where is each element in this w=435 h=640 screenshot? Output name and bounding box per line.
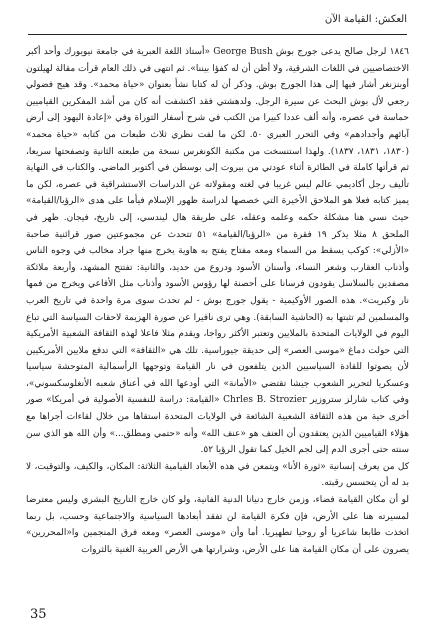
- running-title: العكش: القيامة الآن: [324, 14, 407, 25]
- paragraph: ١٨٤٦ لرجل صالح يدعى جورج بوش George Bush «أستاذ اللغة العبرية في جامعة نيويورك وأحد أكبر الاختصاصيين في اللغات الشرقية، ولا أظن أن له كفؤا بيننا». ثم انتهى في ذلك العام قرأت مقالة لهيلتون أوبنزنغر أشار فيها إلى هذا الجورج بوش. وذكر أن له كتابا نشأ بعنوان «حياة محمد». وقد هيج فضولي رجعي لأل بوش البحث عن سيرة الرجل. ولدهشتي فقد اكتشفت أنه كان من أشد المفكرين القياميين حماسة في عصره، وأنه ألف عددا كبيرا من الكتب في شرح أسفار التوراة وفي «إعادة اليهود إلى أرض آبائهم وأجدادهم» وفي التحرر العبري ٥٠. لكن ما لفت نظري ثلاث طبعات من كتابه «حياة محمد» (١٨٣٠، ١٨٣١، ١٨٣٧). ولهذا استنسخت من مكتبة الكونغرس نسخة من طبعته الثانية وتصفحتها سريعا، ثم قرأتها كاملة في الطائرة أثناء عودتي من بيروت إلى بوسطن في أكتوبر الماضي. والكتاب في النهاية تأليف رجل أكاديمي عالم ليس غريبا في لغته ومقولاته عن الدراسات الاستشراقية في عصره، لكن ما يميز كتابه فعلا هو الملاحق الأخيرة التي خصصها لدراسة ظهور الإسلام فيأما على هدى «الرؤيا/القيامة» حيث نسي هنا مشكلة حكمه وعلمه وعقله، على طريقة هال ليندسي، إلى تاريخ، فيجان. ظهر في الملحق ٨ مثلا يذكر ١٩ فقرة من «الرؤيا/القيامة» ٥١ تتحدث عن مجموعتين صور قرائنية صاحبة «الأزلي»: كوكب يسقط من السماء ومعه مفتاح يفتح به هاوية يخرج منها جراد مخالب في وجوه الناس وأذناب العقارب وشعر النساء، وأسنان الأسود ودروع من حديد، والثانية: تفتتح المشهد، وأربعة ملائكة مصفدين بالسلاسل يقودون فرسانا على أحصنة لها رؤوس الأسود وأذناب مثل الأفاعي ويخرج من فمها نار وكبريت». هذه الصور الأوكيمية - يقول جورج بوش - لم تحدث سوى مرة واحدة في تاريخ العرب والمسلمين لم تثبتها به (الحاشية السابقة). وهي ترى نافيرا عن صورة الهزيمة لاحقات السياسة التي تباع اليوم في الولايات المتحدة بالملايين وتعتبر الأكثر رواجا، ويقدم مثلا فاعلا لهذه الثقافة الشعبية الأمريكية التي حولت دماغ «موسى العصر» إلى حديقة جيوراسية. تلك هي «الثقافة» التي تدفع ملايين الأمريكيين لأن يصوتوا للقادة السياسيين الذين يتلفعون في نار القيامة وتوجهها الرأسمالية المتوحشة سياسيا وعسكريا لتحرير الشعوب جيشا تقتضي «الأمانة» التي أودعها الله في أعناق شعبه الأنغلوسكسوني»، وفي كتاب شارلز ستروزير Chrles B. Strozier «القيامة: دراسة للنفسية الأصولية في أمريكا» صور أخرى حية من هذه الثقافة الشعبية الشائعة في الولايات المتحدة استقاها من خلال لقاءات أجراها مع هؤلاء القياميين الذين يعتقدون أن العنف هو «عنف الله» وأنه «حتمي ومطلق...» وأن الله هو الذي سن سنته حتى أجرى الدم إلى لجم الخيل كما تقول الرؤيا ٥٢.: [26, 47, 409, 456]
- paragraph: كل من يعرف إنسانية «ثورة الأنا» ويتمعن في هذه الأبعاد القيامية الثلاثة: المكان، والكيف، والتوقيت، لا بد له أن يتحسس رقبته.: [26, 461, 409, 489]
- body-text: [26, 44, 409, 600]
- running-header: [28, 14, 407, 25]
- header-rule: [28, 34, 407, 35]
- paragraph: لو أن مكان القيامة فضاء، وزمن خارج دنيانا الدنية الفانية، ولو كان خارج التاريخ البشري وليس معترضا لمسيرته هنا على الأرض، فإن فكرة القيامة لن تفقد أبعادها السياسية والاجتماعية وحسب، بل ربما اتخذت طابعا شاعريا أو روحيا تطهيريا. أما وأن «موسى العصر» ومعه فرق المنجمين وا«المحررين» يصرون على أن مكان القيامة هنا على الأرض، وشرارتها هي الأرض العربية الغنية بالثروات: [26, 495, 409, 555]
- page-number: 35: [30, 607, 47, 622]
